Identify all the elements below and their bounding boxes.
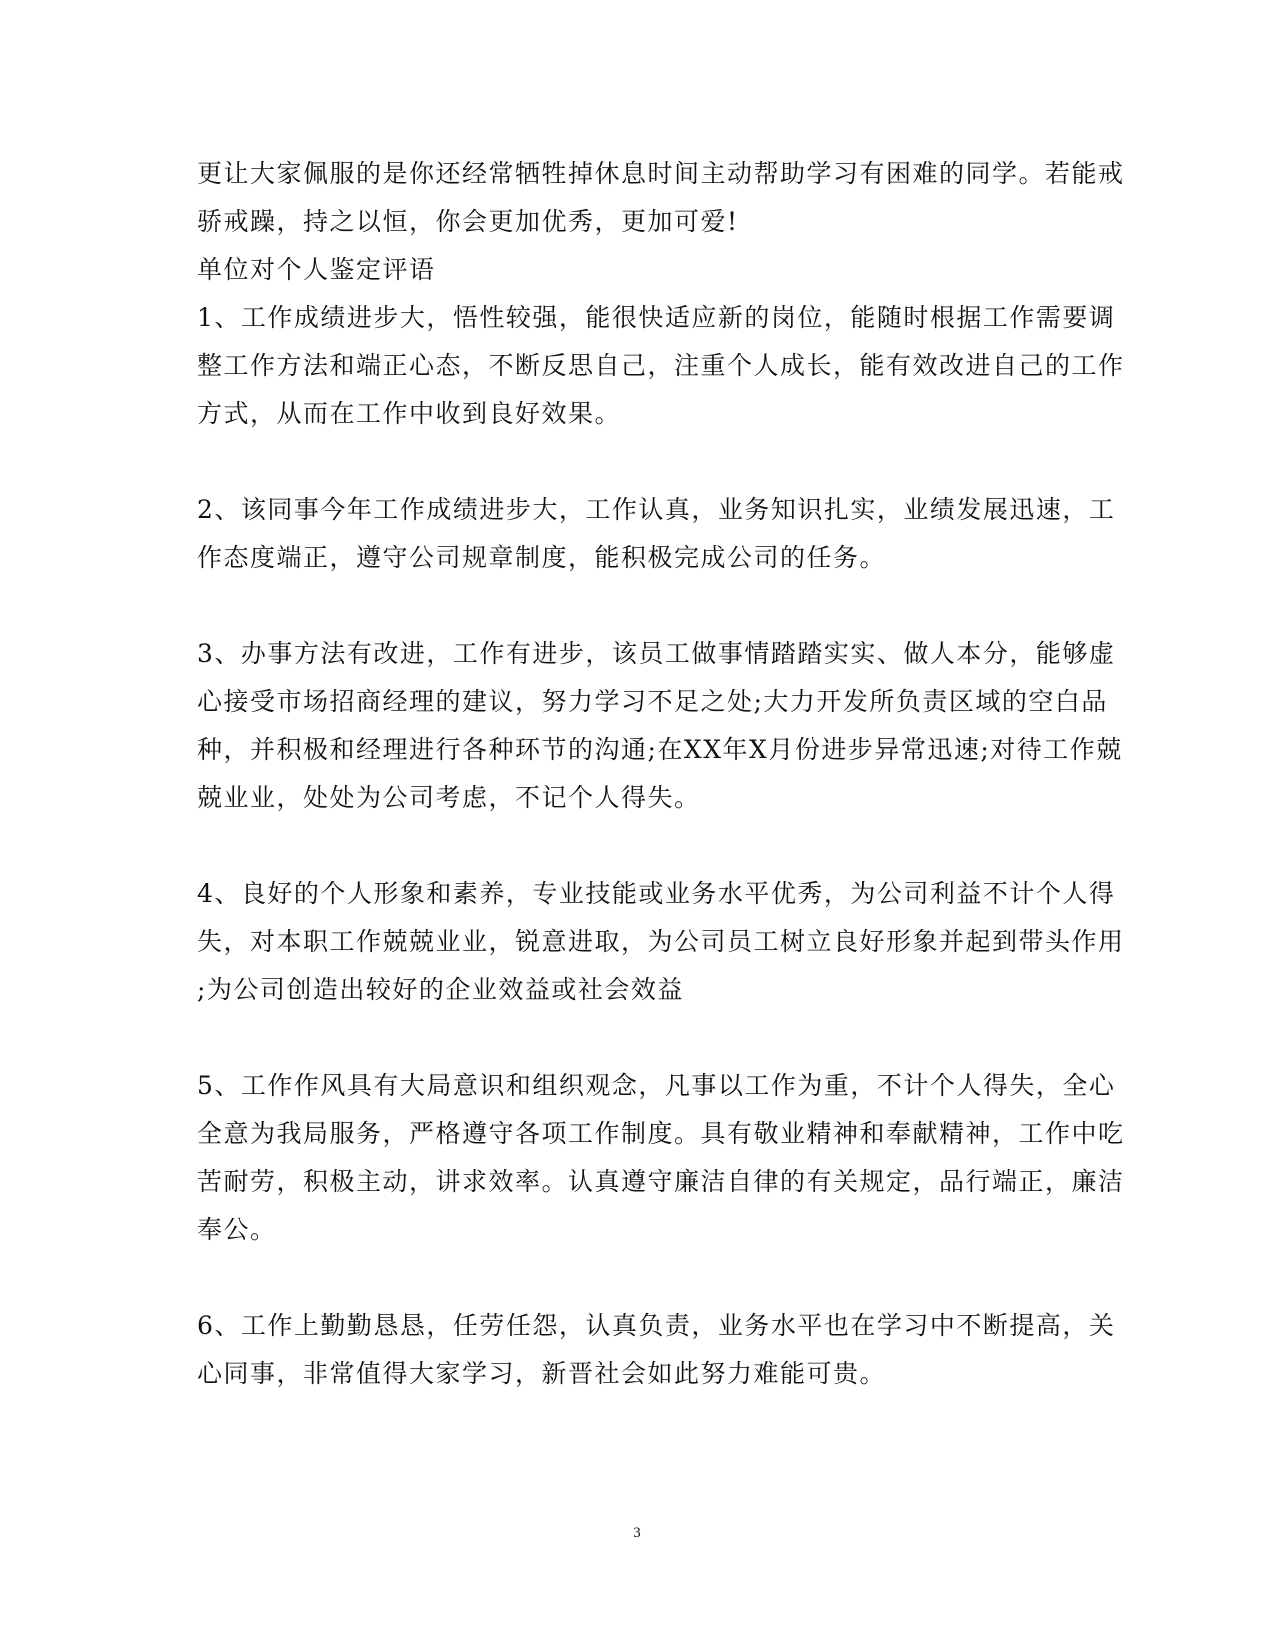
paragraph-line: 更让大家佩服的是你还经常牺牲掉休息时间主动帮助学习有困难的同学。若能戒 — [197, 159, 1125, 188]
item-3-line: 3、办事方法有改进，工作有进步，该员工做事情踏踏实实、做人本分，能够虚 — [197, 639, 1116, 668]
section-heading: 单位对个人鉴定评语 — [197, 255, 436, 284]
item-6-line: 心同事，非常值得大家学习，新晋社会如此努力难能可贵。 — [197, 1359, 887, 1388]
paragraph-gap — [197, 438, 1077, 486]
document-body — [197, 150, 1125, 1398]
item-5-line: 奉公。 — [197, 1215, 277, 1244]
item-1-line: 1、工作成绩进步大，悟性较强，能很快适应新的岗位，能随时根据工作需要调 — [197, 303, 1116, 332]
item-5-line: 苦耐劳，积极主动，讲求效率。认真遵守廉洁自律的有关规定，品行端正，廉洁 — [197, 1167, 1125, 1196]
item-5-line: 5、工作作风具有大局意识和组织观念，凡事以工作为重，不计个人得失，全心 — [197, 1071, 1116, 1100]
item-1-line: 整工作方法和端正心态，不断反思自己，注重个人成长，能有效改进自己的工作 — [197, 351, 1125, 380]
item-2-line: 作态度端正，遵守公司规章制度，能积极完成公司的任务。 — [197, 543, 887, 572]
item-4-line: ;为公司创造出较好的企业效益或社会效益 — [197, 975, 684, 1004]
item-3-line: 种，并积极和经理进行各种环节的沟通;在XX年X月份进步异常迅速;对待工作兢 — [197, 735, 1123, 764]
item-4-line: 失，对本职工作兢兢业业，锐意进取，为公司员工树立良好形象并起到带头作用 — [197, 927, 1125, 956]
item-5-line: 全意为我局服务，严格遵守各项工作制度。具有敬业精神和奉献精神，工作中吃 — [197, 1119, 1125, 1148]
paragraph-gap — [197, 1014, 1077, 1062]
item-3-line: 兢业业，处处为公司考虑，不记个人得失。 — [197, 783, 701, 812]
item-6-line: 6、工作上勤勤恳恳，任劳任怨，认真负责，业务水平也在学习中不断提高，关 — [197, 1311, 1116, 1340]
paragraph-gap — [197, 822, 1077, 870]
item-3-line: 心接受市场招商经理的建议，努力学习不足之处;大力开发所负责区域的空白品 — [197, 687, 1108, 716]
item-4-line: 4、良好的个人形象和素养，专业技能或业务水平优秀，为公司利益不计个人得 — [197, 879, 1116, 908]
item-2-line: 2、该同事今年工作成绩进步大，工作认真，业务知识扎实，业绩发展迅速，工 — [197, 495, 1116, 524]
item-1-line: 方式，从而在工作中收到良好效果。 — [197, 399, 622, 428]
paragraph-gap — [197, 1254, 1077, 1302]
paragraph-gap — [197, 582, 1077, 630]
page-number: 3 — [633, 1525, 641, 1541]
paragraph-line: 骄戒躁，持之以恒，你会更加优秀，更加可爱! — [197, 207, 739, 236]
